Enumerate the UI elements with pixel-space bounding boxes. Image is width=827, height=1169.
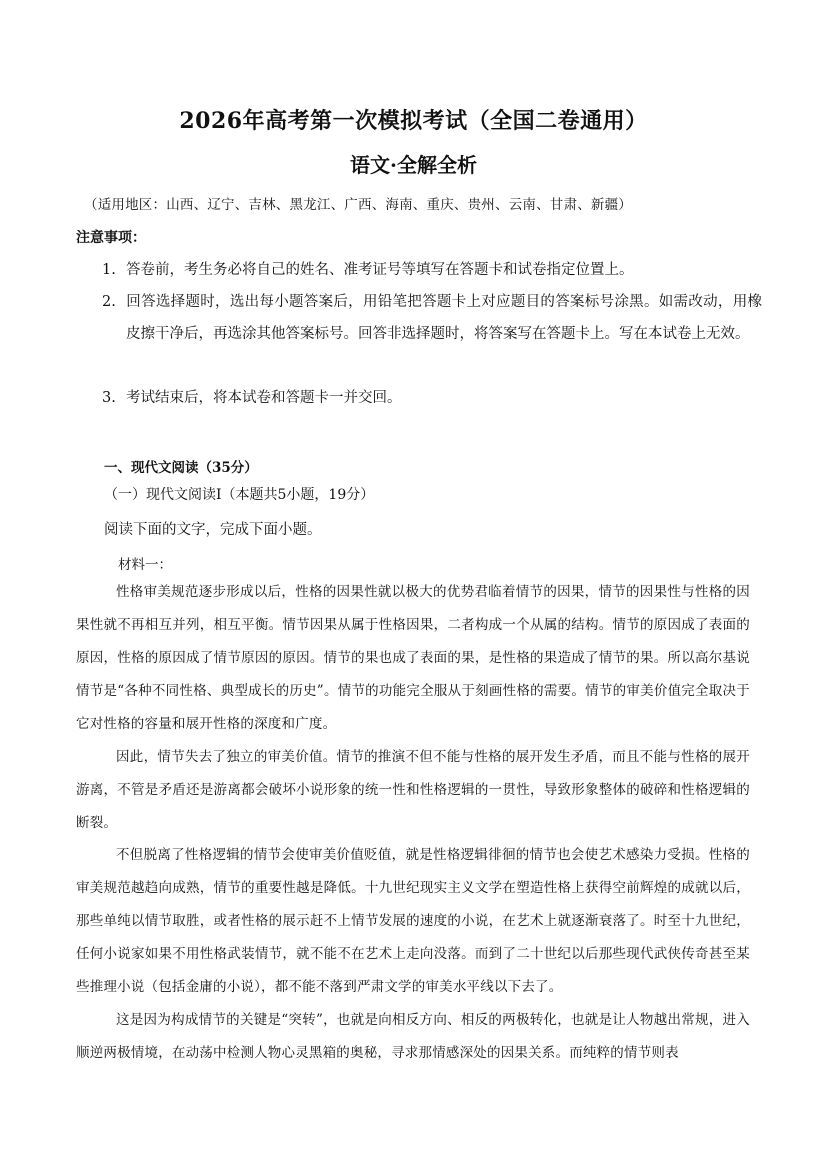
- document-subtitle: 语文·全解全析: [350, 153, 477, 177]
- subsection-heading: （一）现代文阅读Ⅰ（本题共5小题，19分）: [104, 487, 375, 503]
- notice-item: [102, 254, 762, 286]
- body-paragraph: 这是因为构成情节的关键是“突转”，也就是向相反方向、相反的两极转化，也就是让人物越出常规，进入顺逆两极情境，在动荡中检测人物心灵黑箱的奥秘，寻求那情感深处的因果关系。而纯粹的情节则表: [76, 1012, 750, 1061]
- applicable-regions: （适用地区：山西、辽宁、吉林、黑龙江、广西、海南、重庆、贵州、云南、甘肃、新疆）: [84, 197, 632, 213]
- notice-item: [102, 382, 762, 414]
- notice-number: 2.: [102, 294, 116, 310]
- notice-number: 3.: [102, 390, 116, 406]
- body-paragraph: 不但脱离了性格逻辑的情节会使审美价值贬值，就是性格逻辑徘徊的情节也会使艺术感染力受损。性格的审美规范越趋向成熟，情节的重要性越是降低。十九世纪现实主义文学在塑造性格上获得空前辉煌的成就以后，那些单纯以情节取胜，或者性格的展示赶不上情节发展的速度的小说，在艺术上就逐渐衰落了。时至十九世纪，任何小说家如果不用性格武装情节，就不能不在艺术上走向没落。而到了二十世纪以后那些现代武侠传奇甚至某些推理小说（包括金庸的小说），都不能不落到严肃文学的审美水平线以下去了。: [76, 847, 750, 995]
- body-paragraph: 因此，情节失去了独立的审美价值。情节的推演不但不能与性格的展开发生矛盾，而且不能与性格的展开游离，不管是矛盾还是游离都会破坏小说形象的统一性和性格逻辑的一贯性，导致形象整体的破碎和性格逻辑的断裂。: [76, 749, 750, 831]
- notice-text: 考试结束后，将本试卷和答题卡一并交回。: [126, 390, 402, 406]
- notice-text: 回答选择题时，选出每小题答案后，用铅笔把答题卡上对应题目的答案标号涂黑。如需改动，用橡皮擦干净后，再选涂其他答案标号。回答非选择题时，将答案写在答题卡上。写在本试卷上无效。: [126, 294, 762, 342]
- notice-text: 答卷前，考生务必将自己的姓名、准考证号等填写在答题卡和试卷指定位置上。: [126, 262, 634, 278]
- reading-instruction: 阅读下面的文字，完成下面小题。: [104, 522, 322, 538]
- notice-item: [102, 286, 762, 350]
- notice-number: 1.: [102, 262, 116, 278]
- section-heading: 一、现代文阅读（35分）: [104, 460, 258, 476]
- body-paragraph: 性格审美规范逐步形成以后，性格的因果性就以极大的优势君临着情节的因果，情节的因果性与性格的因果性就不再相互并列，相互平衡。情节因果从属于性格因果，二者构成一个从属的结构。情节的原因成了表面的原因，性格的原因成了情节原因的原因。情节的果也成了表面的果，是性格的果造成了情节的果。所以高尔基说情节是“各种不同性格、典型成长的历史”。情节的功能完全服从于刻画性格的需要。情节的审美价值完全取决于它对性格的容量和展开性格的深度和广度。: [76, 584, 750, 732]
- document-title: 2026年高考第一次模拟考试（全国二卷通用）: [179, 108, 648, 134]
- material-label: 材料一：: [118, 557, 172, 573]
- notice-heading: 注意事项：: [76, 230, 146, 246]
